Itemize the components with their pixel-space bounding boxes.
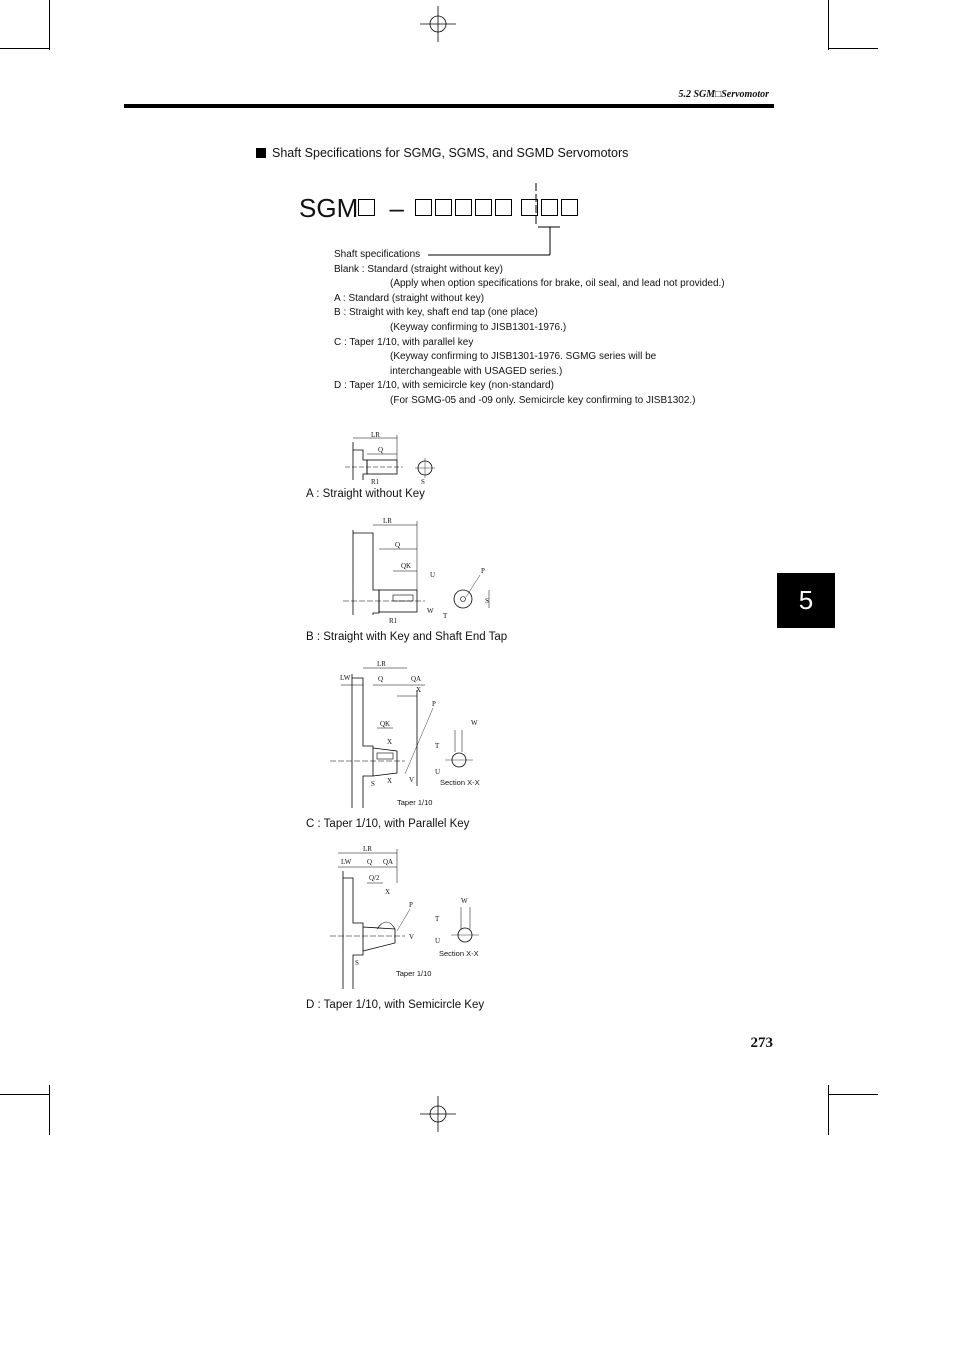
spec-line: interchangeable with USAGED series.) xyxy=(390,366,563,377)
dim-label: W xyxy=(461,897,468,905)
dim-label: Q xyxy=(378,446,384,454)
dim-label: S xyxy=(371,780,375,788)
dim-label: P xyxy=(432,700,436,708)
dim-label: Q/2 xyxy=(369,874,380,882)
spec-line: C : Taper 1/10, with parallel key xyxy=(334,337,474,348)
dim-label: LW xyxy=(341,858,352,866)
spec-line: D : Taper 1/10, with semicircle key (non-standard) xyxy=(334,380,554,391)
dim-label: T xyxy=(443,612,448,620)
dim-label: U xyxy=(435,937,441,945)
dim-label: V xyxy=(409,933,415,941)
crop-mark xyxy=(828,1085,829,1135)
spec-line: (Keyway confirming to JISB1301-1976.) xyxy=(390,322,567,333)
running-head: 5.2 SGM□Servomotor xyxy=(678,89,769,100)
page-number: 273 xyxy=(750,1035,773,1051)
dim-label: R1 xyxy=(371,478,380,486)
dim-label: U xyxy=(435,768,441,776)
model-prefix: SGM xyxy=(299,193,359,223)
crop-mark xyxy=(49,1085,50,1135)
dim-label: Q xyxy=(395,541,401,549)
taper-label: Taper 1/10 xyxy=(396,969,432,978)
model-dash: – xyxy=(389,193,404,223)
taper-label: Taper 1/10 xyxy=(397,798,433,807)
dim-label: QK xyxy=(380,720,391,728)
figure-d-drawing xyxy=(325,843,495,993)
dim-label: Q xyxy=(378,675,384,683)
figure-a-caption: A : Straight without Key xyxy=(306,488,425,500)
figure-a-drawing xyxy=(335,430,445,488)
dim-label: LW xyxy=(340,674,351,682)
crop-mark xyxy=(49,0,50,50)
spec-line: (Keyway confirming to JISB1301-1976. SGMG series will be xyxy=(390,351,657,362)
crop-mark xyxy=(0,48,50,49)
spec-line: (Apply when option specifications for brake, oil seal, and lead not provided.) xyxy=(390,278,725,289)
dim-label: QA xyxy=(383,858,394,866)
dim-label: LR xyxy=(383,517,392,525)
bullet-square-icon xyxy=(256,148,266,158)
dim-label: S xyxy=(355,959,359,967)
section-xx-label: Section X-X xyxy=(440,778,480,787)
crop-mark xyxy=(0,1094,50,1095)
dim-label: X xyxy=(416,686,422,694)
header-rule xyxy=(124,104,774,108)
dim-label: S xyxy=(421,478,425,486)
dim-label: X xyxy=(387,777,393,785)
dim-label: QK xyxy=(401,562,412,570)
figure-b-caption: B : Straight with Key and Shaft End Tap xyxy=(306,631,508,643)
dim-label: W xyxy=(427,607,434,615)
figure-b-drawing xyxy=(335,515,500,630)
figure-d-caption: D : Taper 1/10, with Semicircle Key xyxy=(306,999,485,1011)
dim-label: P xyxy=(481,567,485,575)
section-title xyxy=(256,146,628,160)
spec-line: Blank : Standard (straight without key) xyxy=(334,264,503,275)
spec-heading: Shaft specifications xyxy=(334,249,421,260)
figure-c-caption: C : Taper 1/10, with Parallel Key xyxy=(306,818,470,830)
dim-label: QA xyxy=(411,675,422,683)
dim-label: Q xyxy=(367,858,373,866)
designation-leader xyxy=(420,180,570,260)
dim-label: V xyxy=(409,776,415,784)
registration-mark xyxy=(420,6,456,42)
dim-label: LR xyxy=(371,431,380,439)
dim-label: LR xyxy=(363,845,372,853)
section-title-text: Shaft Specifications for SGMG, SGMS, and SGMD Servomotors xyxy=(272,146,629,160)
dim-label: LR xyxy=(377,660,386,668)
registration-mark xyxy=(420,1096,456,1132)
dim-label: T xyxy=(435,742,440,750)
crop-mark xyxy=(828,48,878,49)
dim-label: R1 xyxy=(389,617,398,625)
spec-line: (For SGMG-05 and -09 only. Semicircle key confirming to JISB1302.) xyxy=(390,395,696,406)
chapter-tab: 5 xyxy=(777,573,835,628)
dim-label: S xyxy=(485,597,489,605)
spec-line: A : Standard (straight without key) xyxy=(334,293,485,304)
crop-mark xyxy=(828,1094,878,1095)
code-box xyxy=(358,199,375,216)
crop-mark xyxy=(828,0,829,50)
dim-label: T xyxy=(435,915,440,923)
dim-label: X xyxy=(387,738,393,746)
dim-label: U xyxy=(430,571,436,579)
dim-label: W xyxy=(471,719,478,727)
dim-label: P xyxy=(409,901,413,909)
spec-line: B : Straight with key, shaft end tap (one place) xyxy=(334,307,538,318)
section-xx-label: Section X-X xyxy=(439,949,479,958)
figure-c-drawing xyxy=(325,656,495,811)
dim-label: X xyxy=(385,888,391,896)
